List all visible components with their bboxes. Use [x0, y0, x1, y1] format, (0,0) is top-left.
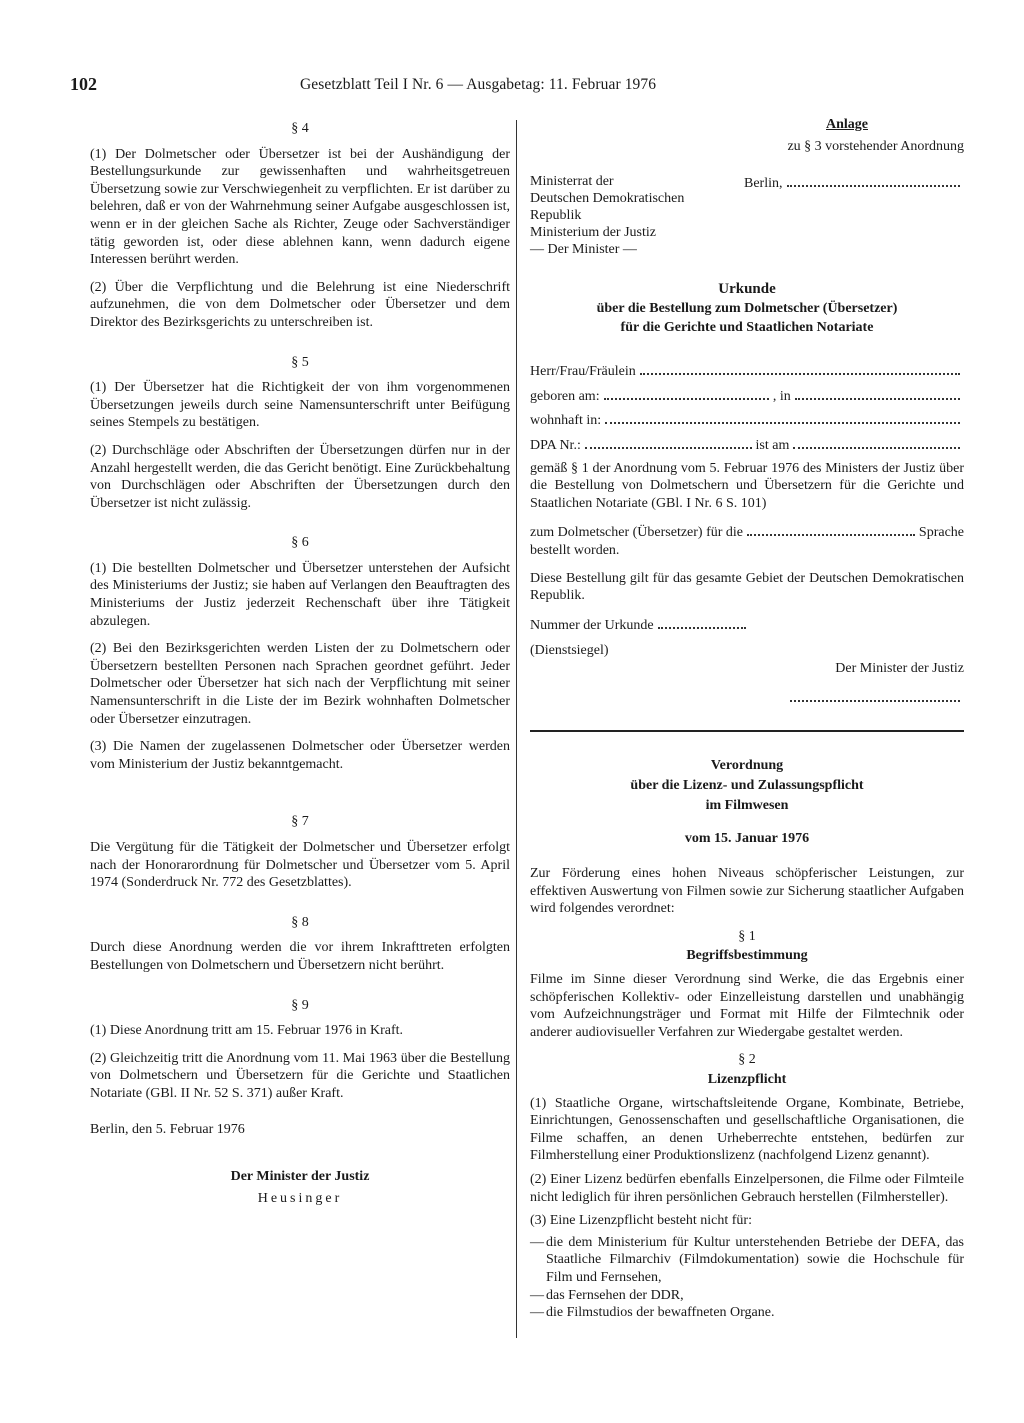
paragraph: (1) Der Übersetzer hat die Richtigkeit der von ihm vorgenommenen Übersetzungen jeweils durch seine Namensunterschrift unter Beifügung seines Stempels zu bestätigen. [90, 380, 510, 431]
list-item [530, 1304, 964, 1322]
form-row-dpa [530, 435, 964, 455]
form-row-language [530, 522, 964, 542]
form-text: gemäß § 1 der Anordnung vom 5. Februar 1976 des Ministers der Justiz über die Bestellung von Dolmetschern und Übersetzern für die Gerichte und Staatlichen Notariate (GBl. I Nr. 6 S. 101) [530, 460, 964, 511]
paragraph: (1) Diese Anordnung tritt am 15. Februar 1976 in Kraft. [90, 1023, 403, 1039]
field-label: geboren am: [530, 388, 600, 404]
list-dash: — [530, 1234, 544, 1250]
ordinance-subtitle: im Filmwesen [705, 797, 789, 813]
section-title: Lizenzpflicht [707, 1072, 787, 1088]
sender-block [530, 173, 964, 258]
paragraph: (2) Bei den Bezirksgerichten werden Listen der zu Dolmetschern oder Übersetzern bestellten Personen nach Sprachen geordnet geführt. Jeder Dolmetscher oder Übersetzer hat sich nach der Verpflichtung mit seiner Namensunterschrift in die Liste der im Bezirk wohnhaften Dolmetscher oder Übersetzer einzutragen. [90, 641, 510, 727]
signature-blank [790, 688, 960, 702]
ordinance-heading [530, 756, 964, 816]
minister-label: Der Minister der Justiz [835, 660, 964, 676]
list-dash: — [530, 1305, 544, 1321]
section-heading: § 2 [738, 1052, 756, 1068]
right-column [530, 116, 964, 1322]
address-line: Ministerium der Justiz [530, 225, 656, 241]
ordinance-subtitle: über die Lizenz- und Zulassungspflicht [630, 777, 864, 793]
certificate-title: Urkunde [718, 281, 776, 298]
running-title: Gesetzblatt Teil I Nr. 6 — Ausgabetag: 11. Februar 1976 [300, 76, 657, 93]
paragraph: Zur Förderung eines hohen Niveaus schöpferischer Leistungen, zur effektiven Auswertung von Filmen sowie zur Sicherung staatlicher Aufgaben wird folgendes verordnet: [530, 866, 964, 917]
annex-reference: zu § 3 vorstehender Anordnung [787, 138, 964, 154]
section-heading: § 5 [291, 354, 309, 370]
ordinance-title: Verordnung [710, 757, 784, 773]
place-date: Berlin, den 5. Februar 1976 [90, 1121, 245, 1137]
field-blank [795, 386, 960, 400]
field-blank [585, 435, 752, 449]
paragraph: Filme im Sinne dieser Verordnung sind Werke, die das Ergebnis einer schöpferischen Kollektiv- oder Einzelleistung darstellen und unabhängig vom Aufzeichnungsträger und Format mit Hilfe der Filmtechnik oder anderer audiovisueller Verfahren zur Wiedergabe gestaltet werden. [530, 972, 964, 1040]
section-title: Begriffsbestimmung [686, 948, 808, 964]
paragraph: Die Vergütung für die Tätigkeit der Dolmetscher und Übersetzer erfolgt nach der Honorarordnung für Dolmetscher und Übersetzer vom 5. April 1974 (Sonderdruck Nr. 772 des Gesetzblattes). [90, 840, 510, 891]
field-blank [793, 435, 960, 449]
list-item-text: das Fernsehen der DDR, [546, 1287, 684, 1303]
list-dash: — [530, 1287, 544, 1303]
paragraph: (1) Staatliche Organe, wirtschaftsleitende Organe, Kombinate, Betriebe, Einrichtungen, Genossenschaften und gesellschaftliche Organisationen, die Filme schaffen, an denen Urheberrechte entstehen, bedürfen zur Filmherstellung einer Produktionslizenz (nachfolgend Lizenz genannt). [530, 1095, 964, 1164]
section-separator [530, 730, 964, 732]
paragraph: (1) Der Dolmetscher oder Übersetzer ist bei der Aushändigung der Bestellungsurkunde zur gewissenhaften und wahrheitsgetreuen Übersetzung sowie zur Verschwiegenheit zu verpflichten. Er ist darüber zu belehren, daß er von der Wahrnehmung seiner Aufgabe ausgeschlossen ist, wenn er in der gleichen Sache als Richter, Zeuge oder Sachverständiger tätig geworden ist, oder diese ablehnen kann, wenn dadurch eigene Interessen berührt werden. [90, 146, 510, 268]
signature-block [90, 1168, 510, 1207]
list-item-text: die dem Ministerium für Kultur unterstehenden Betriebe der DEFA, das Staatliche Filmarchiv (Filmdokumentation) sowie die Hochschule für Film und Fernsehen, [546, 1234, 964, 1285]
certificate-subtitle: für die Gerichte und Staatlichen Notariate [620, 320, 874, 336]
paragraph: (3) Die Namen der zugelassenen Dolmetscher oder Übersetzer werden vom Ministerium der Justiz bekanntgemacht. [90, 739, 510, 772]
place-label: Berlin, [744, 176, 783, 192]
paragraph: (2) Gleichzeitig tritt die Anordnung vom 11. Mai 1963 über die Bestellung von Dolmetschern und Übersetzern für die Gerichte und Staatlichen Notariate (GBl. II Nr. 52 S. 371) außer Kraft. [90, 1050, 510, 1101]
paragraph: (2) Einer Lizenz bedürfen ebenfalls Einzelpersonen, die Filme oder Filmteile nicht lediglich für ihren persönlichen Gebrauch herstellen (Filmhersteller). [530, 1172, 964, 1205]
form-text: Diese Bestellung gilt für das gesamte Gebiet der Deutschen Demokratischen Republik. [530, 570, 964, 604]
paragraph: (2) Durchschläge oder Abschriften der Übersetzungen dürfen nur in der Anzahl hergestellt werden, die das Gericht benötigt. Eine Zurückbehaltung von Durchschlägen oder Abschriften der Übersetzungen durch den Übersetzer ist nicht zulässig. [90, 442, 510, 511]
form-row-birth [530, 386, 964, 406]
list-item [530, 1234, 964, 1287]
section-heading: § 6 [291, 535, 309, 551]
section-heading: § 7 [291, 814, 309, 830]
list-item-text: die Filmstudios der bewaffneten Organe. [546, 1305, 775, 1321]
signer-name: Heusinger [257, 1190, 343, 1206]
page-header [70, 74, 960, 102]
field-label: zum Dolmetscher (Übersetzer) für die [530, 525, 744, 541]
form-row-residence [530, 410, 964, 430]
field-blank [605, 410, 960, 424]
section-heading: § 1 [738, 928, 756, 944]
left-column [90, 120, 510, 1207]
address-line: Ministerrat der [530, 174, 614, 190]
paragraph: (2) Über die Verpflichtung und die Belehrung ist eine Niederschrift aufzunehmen, die von dem Dolmetscher oder Übersetzer und dem Direktor des Bezirksgerichts zu unterschreiben ist. [90, 279, 510, 330]
minister-signature-line [530, 688, 964, 702]
section-heading: § 8 [291, 914, 309, 930]
ordinance-date: vom 15. Januar 1976 [684, 830, 810, 846]
form-text: bestellt worden. [530, 542, 620, 558]
field-label: , in [772, 388, 791, 404]
field-label: wohnhaft in: [530, 413, 602, 429]
field-label: Sprache [918, 525, 964, 541]
address-line: — Der Minister — [530, 242, 637, 258]
paragraph: (3) Eine Lizenzpflicht besteht nicht für: [530, 1213, 752, 1229]
paragraph: Durch diese Anordnung werden die vor ihrem Inkrafttreten erfolgten Bestellungen von Dolmetschern und Übersetzern nicht berührt. [90, 940, 510, 973]
form-row-number [530, 615, 750, 635]
address-line: Deutschen Demokratischen [530, 191, 685, 207]
place-blank [787, 173, 961, 187]
field-blank [658, 615, 746, 629]
form-row-name [530, 361, 964, 381]
column-divider [516, 120, 517, 1338]
place-field [744, 173, 964, 258]
list-item [530, 1287, 964, 1305]
paragraph: (1) Die bestellten Dolmetscher und Übersetzer unterstehen der Aufsicht des Ministeriums der Justiz; sie haben auf Verlangen den Beauftragten des Ministeriums der Justiz jederzeit Rechenschaft über ihre Tätigkeit abzulegen. [90, 560, 510, 629]
address-line: Republik [530, 208, 582, 224]
certificate-subtitle: über die Bestellung zum Dolmetscher (Übersetzer) [596, 301, 898, 317]
annex-title: Anlage [826, 117, 868, 132]
page-number: 102 [70, 74, 97, 94]
field-blank [640, 361, 960, 375]
field-label: DPA Nr.: [530, 437, 581, 453]
field-blank [747, 522, 915, 536]
field-blank [604, 386, 769, 400]
section-heading: § 4 [291, 121, 309, 136]
seal-label: (Dienstsiegel) [530, 643, 609, 659]
field-label: ist am [755, 437, 790, 453]
field-label: Nummer der Urkunde [530, 617, 654, 633]
certificate-heading [530, 280, 964, 337]
field-label: Herr/Frau/Fräulein [530, 364, 636, 380]
signer-title: Der Minister der Justiz [230, 1169, 370, 1185]
sender-address [530, 173, 684, 258]
section-heading: § 9 [291, 997, 309, 1013]
